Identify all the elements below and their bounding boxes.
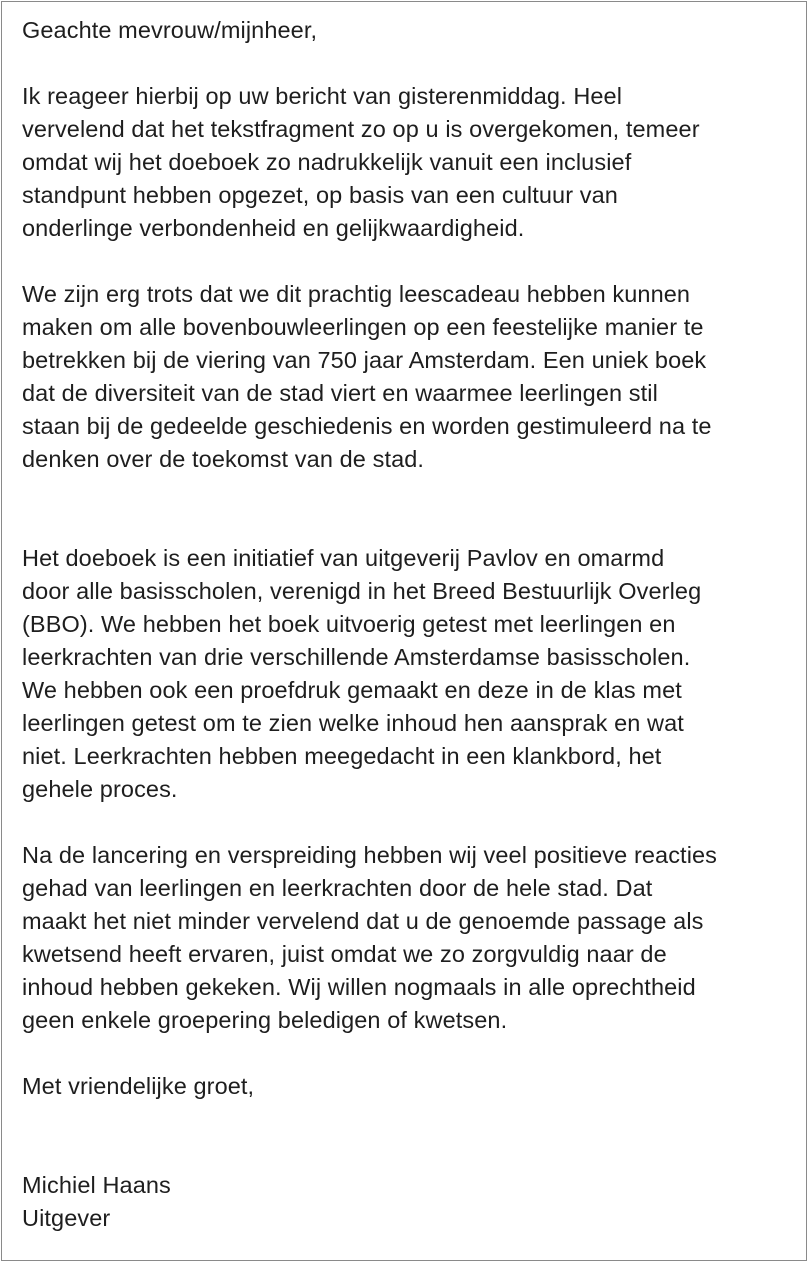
spacer [22, 806, 802, 839]
spacer [22, 47, 802, 80]
spacer [22, 476, 802, 542]
spacer [22, 245, 802, 278]
spacer [22, 1037, 802, 1070]
paragraph-initiative: Het doeboek is een initiatief van uitgeverij Pavlov en omarmd door alle basisscholen, verenigd in het Breed Bestuurlijk Overleg (BBO). We hebben het boek uitvoerig getest met leerlingen en leerkrachten van drie verschillende Amsterdamse basisscholen. We hebben ook een proefdruk gemaakt en deze in de klas met leerlingen getest om te zien welke inhoud hen aansprak en wat niet. Leerkrachten hebben meegedacht in een klankbord, het gehele proces. [22, 545, 702, 802]
signature-role: Uitgever [22, 1205, 111, 1231]
spacer [22, 1103, 802, 1169]
closing: Met vriendelijke groet, [22, 1073, 255, 1099]
letter-frame [1, 1, 807, 1261]
paragraph-reactions: Na de lancering en verspreiding hebben wij veel positieve reacties gehad van leerlingen en leerkrachten door de hele stad. Dat maakt het niet minder vervelend dat u de genoemde passage als kwetsend heeft ervaren, juist omdat we zo zorgvuldig naar de inhoud hebben gekeken. Wij willen nogmaals in alle oprechtheid geen enkele groepering beledigen of kwetsen. [22, 842, 718, 1033]
salutation: Geachte mevrouw/mijnheer, [22, 17, 318, 43]
paragraph-proud: We zijn erg trots dat we dit prachtig leescadeau hebben kunnen maken om alle bovenbouwleerlingen op een feestelijke manier te betrekken bij de viering van 750 jaar Amsterdam. Een uniek boek dat de diversiteit van de stad viert en waarmee leerlingen stil staan bij de gedeelde geschiedenis en worden gestimuleerd na te denken over de toekomst van de stad. [22, 281, 712, 472]
letter-body [22, 14, 802, 1235]
paragraph-response: Ik reageer hierbij op uw bericht van gisterenmiddag. Heel vervelend dat het tekstfragment zo op u is overgekomen, temeer omdat wij het doeboek zo nadrukkelijk vanuit een inclusief standpunt hebben opgezet, op basis van een cultuur van onderlinge verbondenheid en gelijkwaardigheid. [22, 83, 700, 241]
signature-name: Michiel Haans [22, 1172, 171, 1198]
